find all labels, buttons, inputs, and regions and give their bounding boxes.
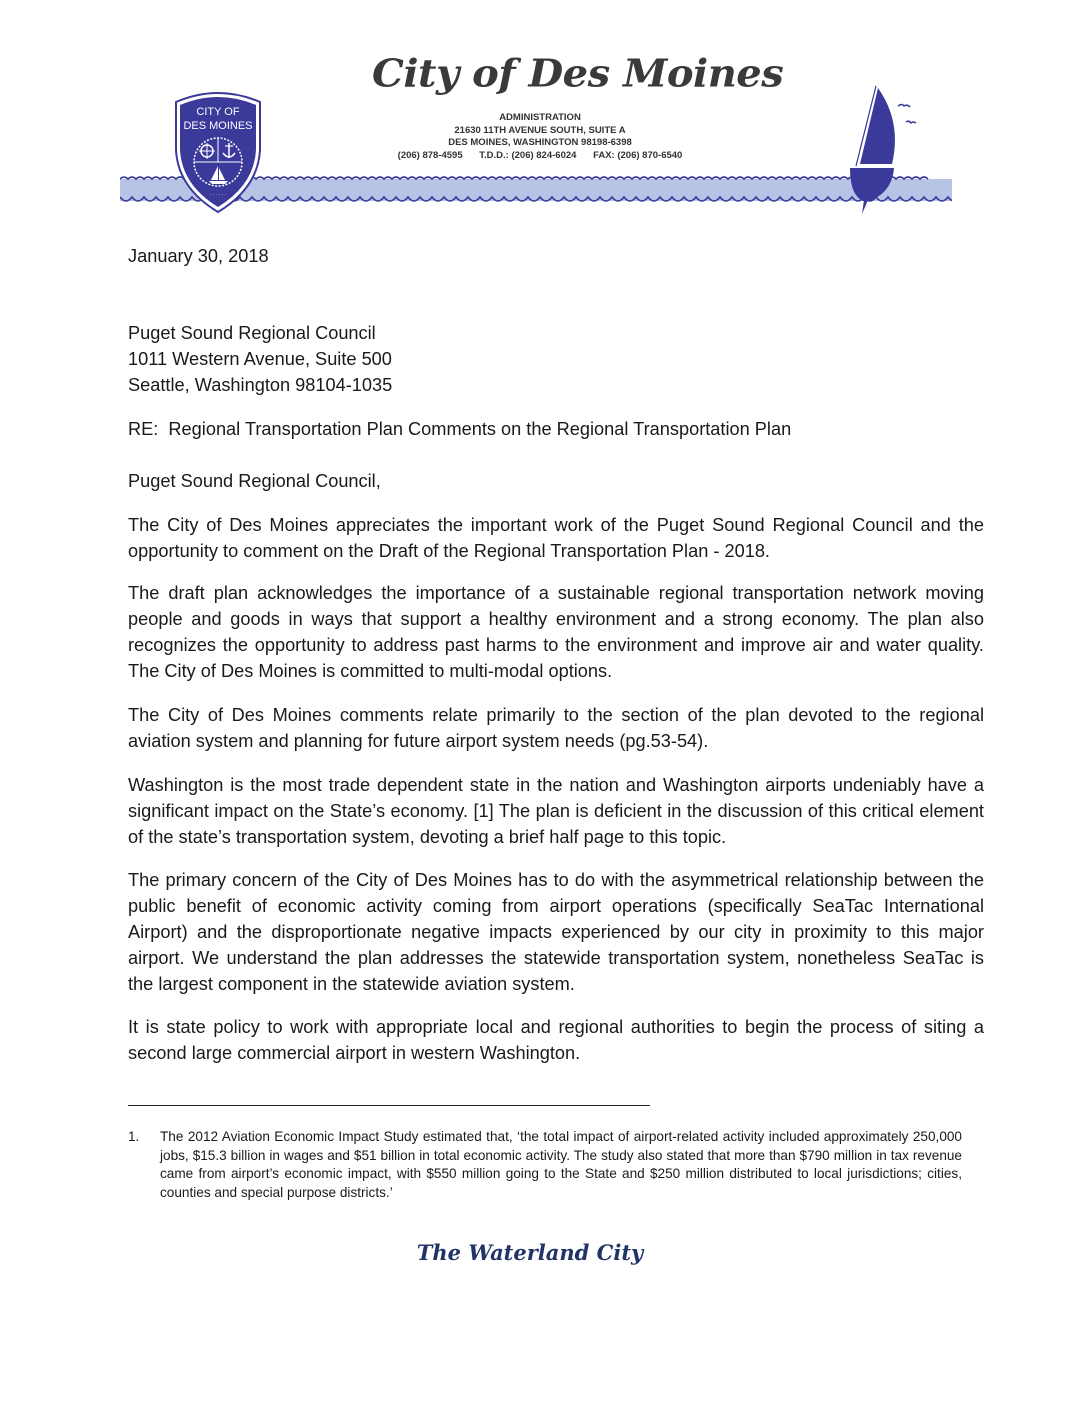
- footnote-text: The 2012 Aviation Economic Impact Study estimated that, ‘the total impact of airport-related activity included approximately 250,000 jobs, $15.3 billion in wages and $51 billion in total economic activity. The study also stated that more than $790 million in tax revenue came from airport’s economic impact, with $550 million going to the State and $250 million distributed to local jurisdictions; cities, counties and special purpose districts.’: [160, 1129, 962, 1200]
- admin-address-block: [360, 112, 720, 162]
- contact-line: [360, 150, 720, 163]
- footnote-divider: [128, 1105, 650, 1106]
- city-name-title: City of Des Moines: [372, 51, 784, 96]
- body-paragraph: The primary concern of the City of Des Moines has to do with the asymmetrical relationship between the public benefit of economic activity coming from airport operations (specifically SeaTac International Airport) and the disproportionate negative impacts experienced by our city in proximity to this major airport. We understand the plan addresses the statewide transportation system, nonetheless SeaTac is the largest component in the statewide aviation system.: [128, 870, 984, 994]
- city-state-zip: DES MOINES, WASHINGTON 98198-6398: [448, 137, 632, 148]
- seal-line2: DES MOINES: [183, 120, 253, 132]
- city-seal: [170, 88, 266, 214]
- footnote-number: 1.: [128, 1129, 140, 1144]
- recipient-name: Puget Sound Regional Council: [128, 323, 376, 343]
- body-paragraph: It is state policy to work with appropriate local and regional authorities to begin the process of siting a second large commercial airport in western Washington.: [128, 1017, 984, 1063]
- seal-line1: CITY OF: [196, 106, 240, 118]
- footer-motto: The Waterland City: [416, 1240, 644, 1265]
- department: ADMINISTRATION: [499, 112, 581, 123]
- body-paragraph: Washington is the most trade dependent state in the nation and Washington airports undeniably have a significant impact on the State’s economy. [1] The plan is deficient in the discussion of this critical element of the state’s transportation system, devoting a brief half page to this topic.: [128, 775, 984, 847]
- recipient-street: 1011 Western Avenue, Suite 500: [128, 349, 392, 369]
- recipient-city: Seattle, Washington 98104-1035: [128, 375, 393, 395]
- body-paragraph: The City of Des Moines appreciates the important work of the Puget Sound Regional Council and the opportunity to comment on the Draft of the Regional Transportation Plan - 2018.: [128, 515, 984, 561]
- fax-number: FAX: (206) 870-6540: [593, 149, 683, 161]
- letterhead: [0, 0, 1088, 230]
- tdd-number: T.D.D.: (206) 824-6024: [479, 149, 577, 161]
- street-address: 21630 11TH AVENUE SOUTH, SUITE A: [454, 124, 626, 136]
- letter-date: January 30, 2018: [128, 246, 269, 266]
- sailboat-logo-icon: [810, 82, 920, 217]
- svg-text:· · · · · ·: · · · · · ·: [209, 192, 227, 198]
- phone-number: (206) 878-4595: [397, 149, 463, 161]
- body-paragraph: The draft plan acknowledges the importance of a sustainable regional transportation network moving people and goods in ways that support a healthy environment and a strong economy. The plan also recognizes the opportunity to address past harms to the environment and improve air and water quality. The City of Des Moines is committed to multi-modal options.: [128, 583, 984, 681]
- subject-line: RE: Regional Transportation Plan Comments on the Regional Transportation Plan: [128, 419, 792, 439]
- body-paragraph: The City of Des Moines comments relate primarily to the section of the plan devoted to the regional aviation system and planning for future airport system needs (pg.53-54).: [128, 705, 984, 751]
- recipient-address: [128, 320, 984, 398]
- salutation: Puget Sound Regional Council,: [128, 471, 381, 491]
- footnote: [128, 1128, 962, 1202]
